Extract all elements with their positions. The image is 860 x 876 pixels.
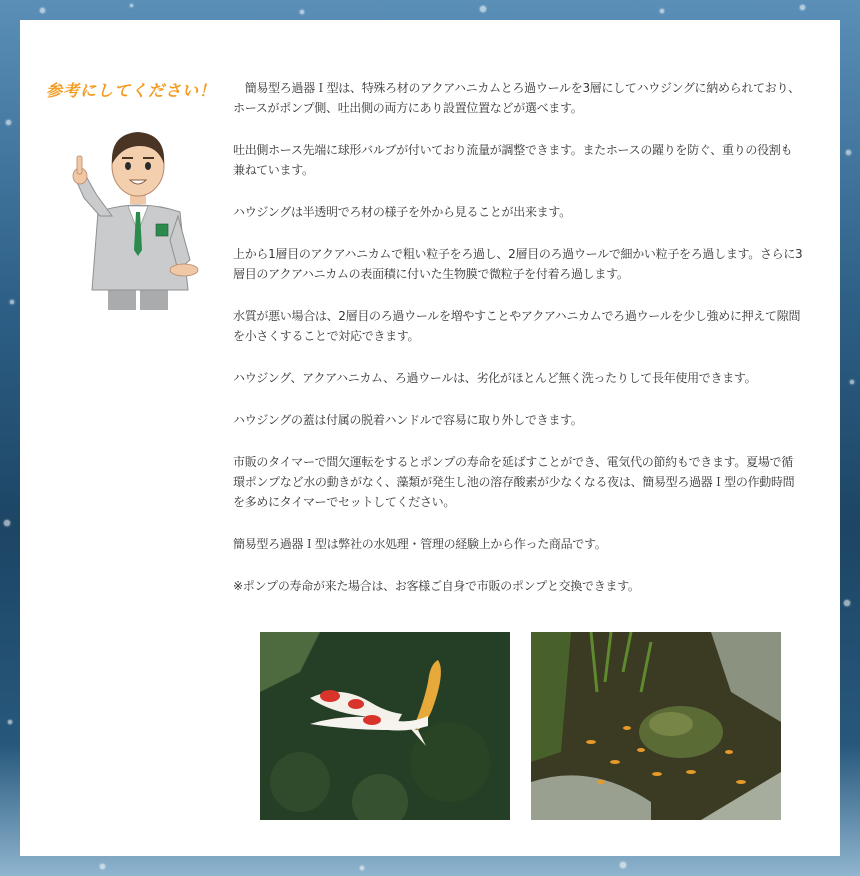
paragraph-water-quality: 水質が悪い場合は、2層目のろ過ウールを増やすことやアクアハニカムでろ過ウールを少し強めに押えて隙間を小さくすることで対応できます。 <box>233 309 801 343</box>
paragraph-layers: 上から1層目のアクアハニカムで粗い粒子をろ過し、2層目のろ過ウールで細かい粒子をろ過します。さらに3層目のアクアハニカムの表面積に付いた生物膜で微粒子を付着ろ過します。 <box>233 247 803 281</box>
paragraph-valve: 吐出側ホース先端に球形バルブが付いており流量が調整できます。またホースの躍りを防ぐ、重りの役割も兼ねています。 <box>233 143 793 177</box>
description-text <box>233 78 803 618</box>
content-panel <box>20 20 840 856</box>
paragraph-durability: ハウジング、アクアハニカム、ろ過ウールは、劣化がほとんど無く洗ったりして長年使用できます。 <box>233 371 757 385</box>
paragraph-product: 簡易型ろ過器Ｉ型は弊社の水処理・管理の経験上から作った商品です。 <box>233 537 607 551</box>
pointing-man-illustration-icon <box>70 120 210 310</box>
reference-banner: 参考にしてください！ <box>46 81 217 100</box>
paragraph-intro: 簡易型ろ過器Ｉ型は、特殊ろ材のアクアハニカムとろ過ウールを3層にしてハウジングに納められており、ホースがポンプ側、吐出側の両方にあり設置位置などが選べます。 <box>233 81 800 115</box>
paragraph-housing: ハウジングは半透明でろ材の様子を外から見ることが出来ます。 <box>233 205 571 219</box>
paragraph-timer: 市販のタイマーで間欠運転をするとポンプの寿命を延ばすことができ、電気代の節約もできます。夏場で循環ポンプなど水の動きがなく、藻類が発生し池の溶存酸素が少なくなる夜は、簡易型ろ過器Ｉ型の作動時間を多めにタイマーでセットしてください。 <box>233 455 795 509</box>
paragraph-pump-note: ※ポンプの寿命が来た場合は、お客様ご自身で市販のポンプと交換できます。 <box>233 579 640 593</box>
koi-pond-photo-icon <box>260 632 510 820</box>
fish-pond-photo-icon <box>531 632 781 820</box>
paragraph-lid: ハウジングの蓋は付属の脱着ハンドルで容易に取り外しできます。 <box>233 413 583 427</box>
